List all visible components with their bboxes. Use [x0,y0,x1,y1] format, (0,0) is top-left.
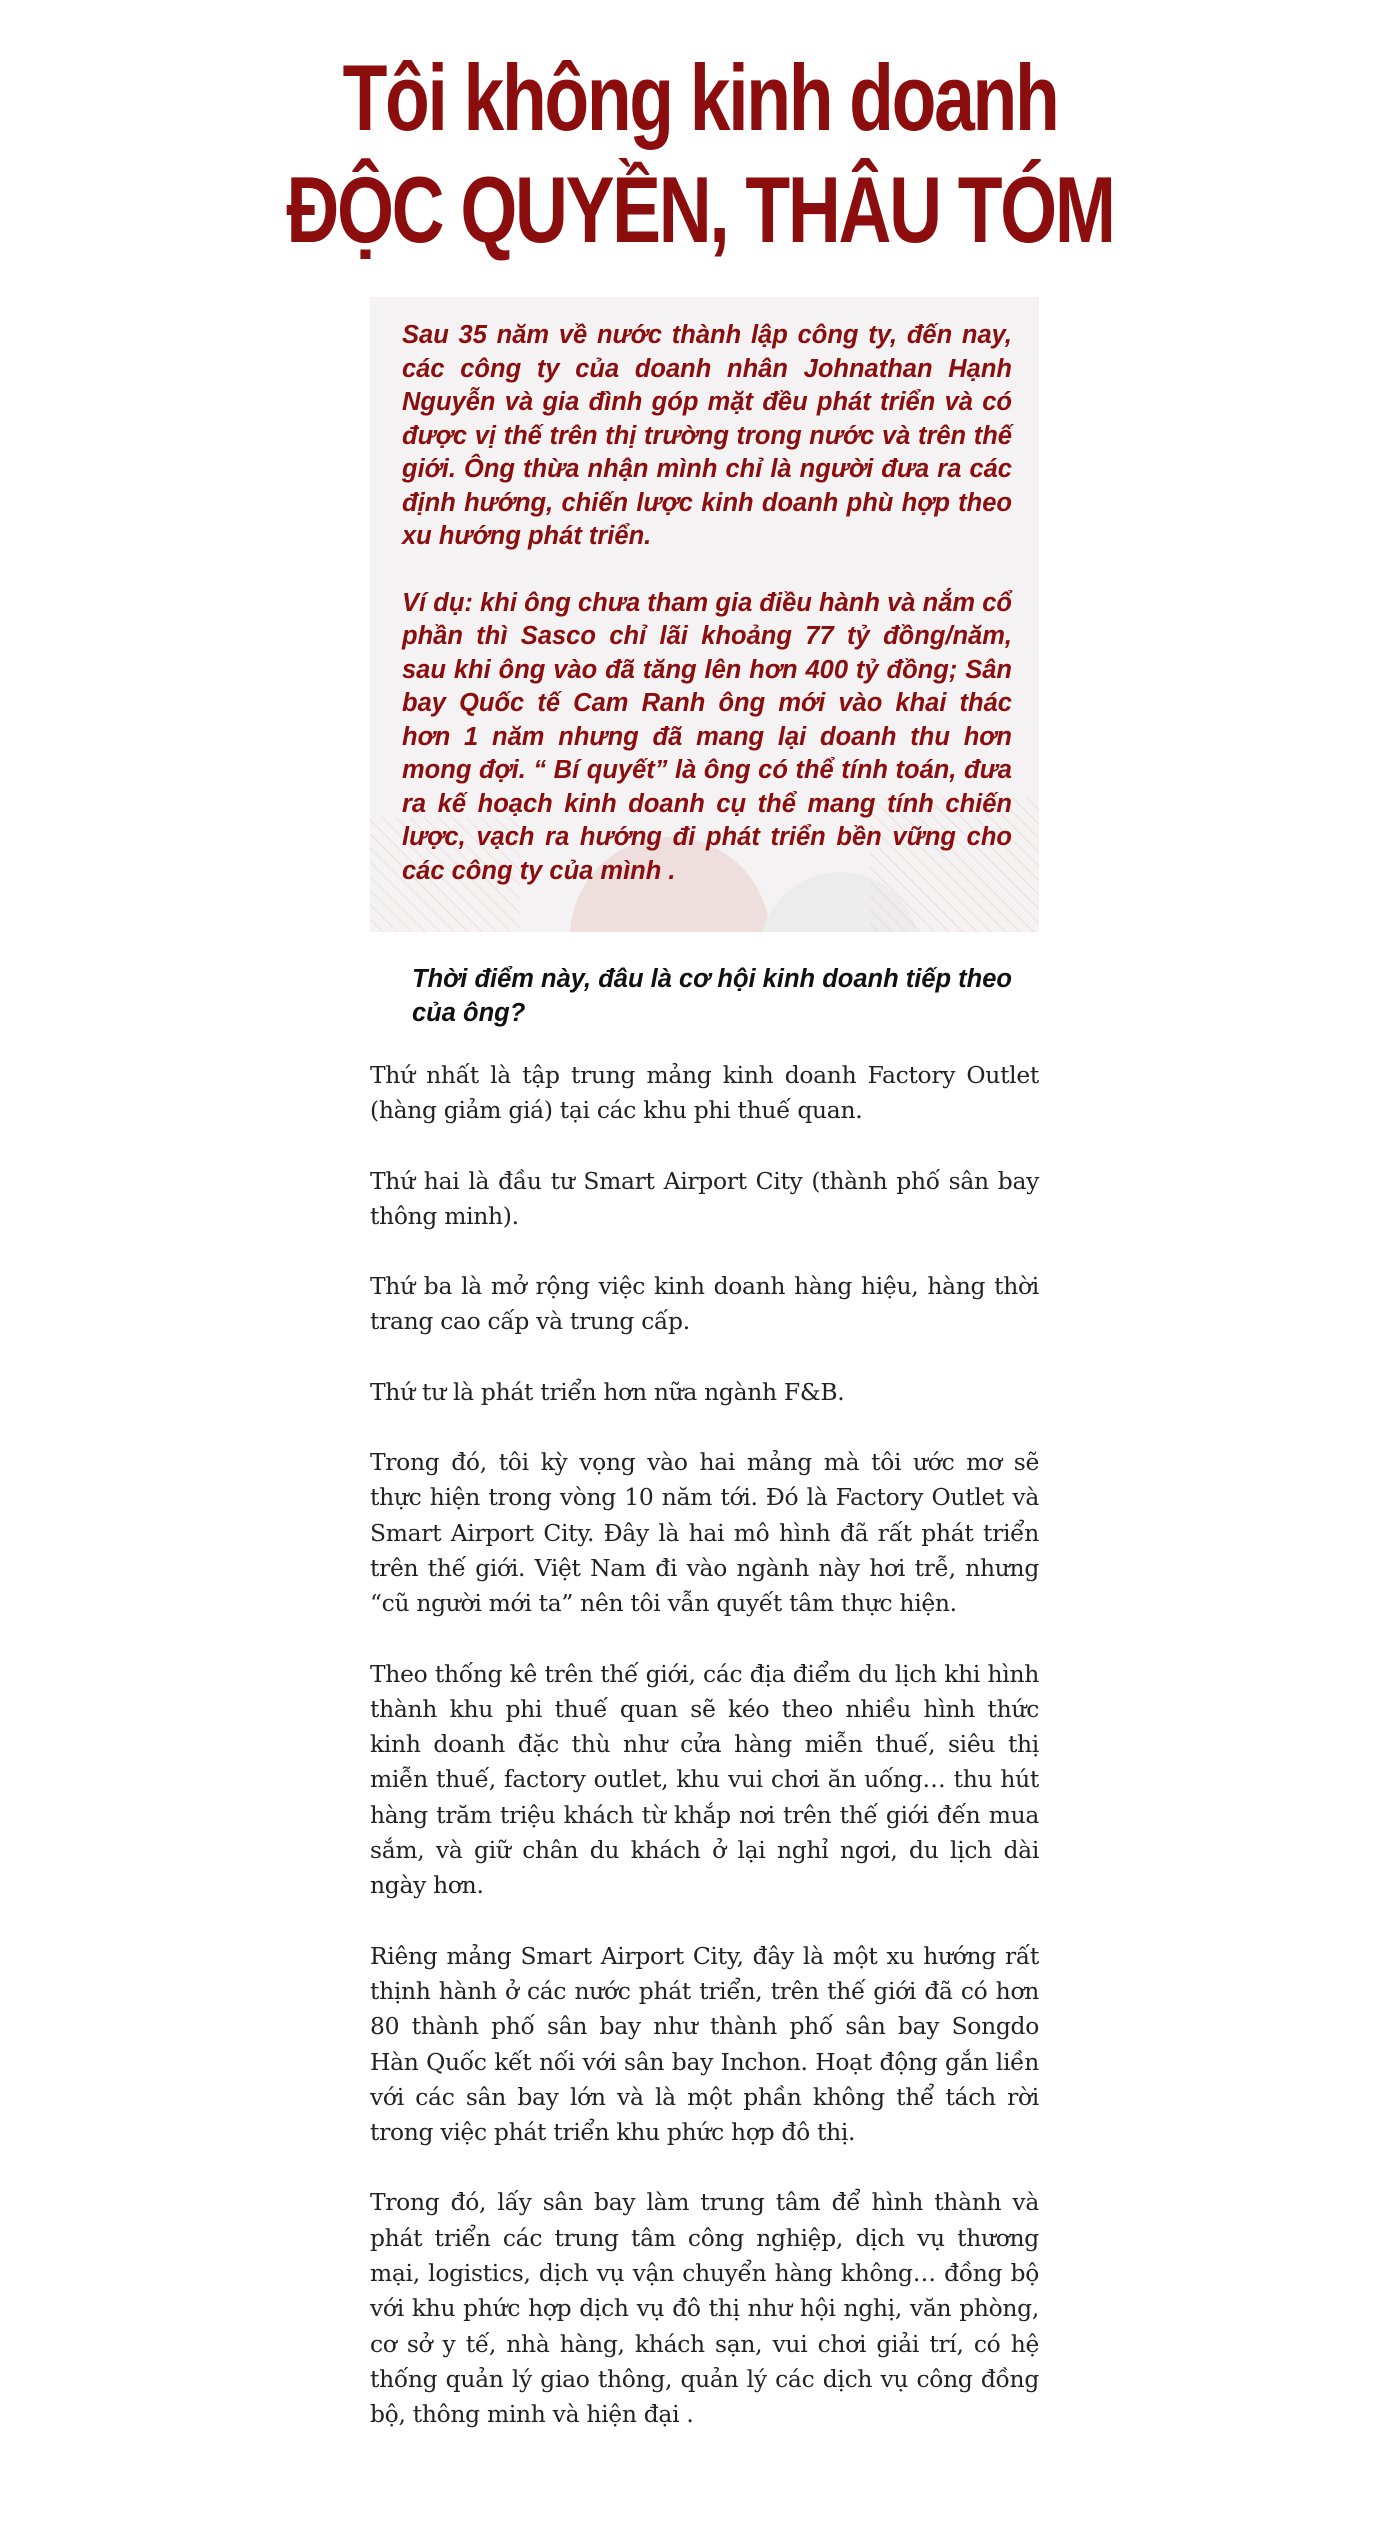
title-line-1: Tôi không kinh doanh [342,45,1058,150]
sapo-box [370,297,1039,932]
body-paragraph: Trong đó, tôi kỳ vọng vào hai mảng mà tôi ước mơ sẽ thực hiện trong vòng 10 năm tới. Đó là Factory Outlet và Smart Airport City. Đây là hai mô hình đã rất phát triển trên thế giới. Việt Nam đi vào ngành này hơi trễ, nhưng “cũ người mới ta” nên tôi vẫn quyết tâm thực hiện. [370,1448,1039,1618]
body-paragraph: Thứ hai là đầu tư Smart Airport City (thành phố sân bay thông minh). [370,1166,1039,1230]
title-line-2: ĐỘC QUYỀN, THÂU TÓM [286,157,1114,262]
body-paragraph: Thứ ba là mở rộng việc kinh doanh hàng hiệu, hàng thời trang cao cấp và trung cấp. [370,1272,1039,1336]
sapo-paragraph: Sau 35 năm về nước thành lập công ty, đến nay, các công ty của doanh nhân Johnathan Hạnh Nguyễn và gia đình góp mặt đều phát triển và có được vị thế trên thị trường trong nước và trên thế giới. Ông thừa nhận mình chỉ là người đưa ra các định hướng, chiến lược kinh doanh phù hợp theo xu hướng phát triển. [402,321,1012,550]
interview-question: Thời điểm này, đâu là cơ hội kinh doanh tiếp theo của ông? [412,965,1013,1027]
body-paragraph: Thứ nhất là tập trung mảng kinh doanh Factory Outlet (hàng giảm giá) tại các khu phi thuế quan. [370,1061,1039,1125]
body-paragraph: Theo thống kê trên thế giới, các địa điểm du lịch khi hình thành khu phi thuế quan sẽ kéo theo nhiều hình thức kinh doanh đặc thù như cửa hàng miễn thuế, siêu thị miễn thuế, factory outlet, khu vui chơi ăn uống… thu hút hàng trăm triệu khách từ khắp nơi trên thế giới đến mua sắm, và giữ chân du khách ở lại nghỉ ngơi, du lịch dài ngày hơn. [370,1659,1039,1900]
body-paragraph: Riêng mảng Smart Airport City, đây là một xu hướng rất thịnh hành ở các nước phát triển, trên thế giới đã có hơn 80 thành phố sân bay như thành phố sân bay Songdo Hàn Quốc kết nối với sân bay Inchon. Hoạt động gắn liền với các sân bay lớn và là một phần không thể tách rời trong việc phát triển khu phức hợp đô thị. [370,1941,1039,2147]
article-body [370,1058,1039,2468]
body-paragraph: Trong đó, lấy sân bay làm trung tâm để hình thành và phát triển các trung tâm công nghiệp, dịch vụ thương mại, logistics, dịch vụ vận chuyển hàng không… đồng bộ với khu phức hợp dịch vụ đô thị như hội nghị, văn phòng, cơ sở y tế, nhà hàng, khách sạn, vui chơi giải trí, có hệ thống quản lý giao thông, quản lý các dịch vụ công đồng bộ, thông minh và hiện đại . [370,2188,1039,2429]
article-title [154,42,1246,266]
body-paragraph: Thứ tư là phát triển hơn nữa ngành F&B. [370,1377,845,1406]
sapo-paragraph: Ví dụ: khi ông chưa tham gia điều hành và nắm cổ phần thì Sasco chỉ lãi khoảng 77 tỷ đồng/năm, sau khi ông vào đã tăng lên hơn 400 tỷ đồng; Sân bay Quốc tế Cam Ranh ông mới vào khai thác hơn 1 năm nhưng đã mang lại doanh thu hơn mong đợi. “ Bí quyết” là ông có thể tính toán, đưa ra kế hoạch kinh doanh cụ thể mang tính chiến lược, vạch ra hướng đi phát triển bền vững cho các công ty của mình . [402,588,1012,885]
sapo-text [402,319,1012,921]
